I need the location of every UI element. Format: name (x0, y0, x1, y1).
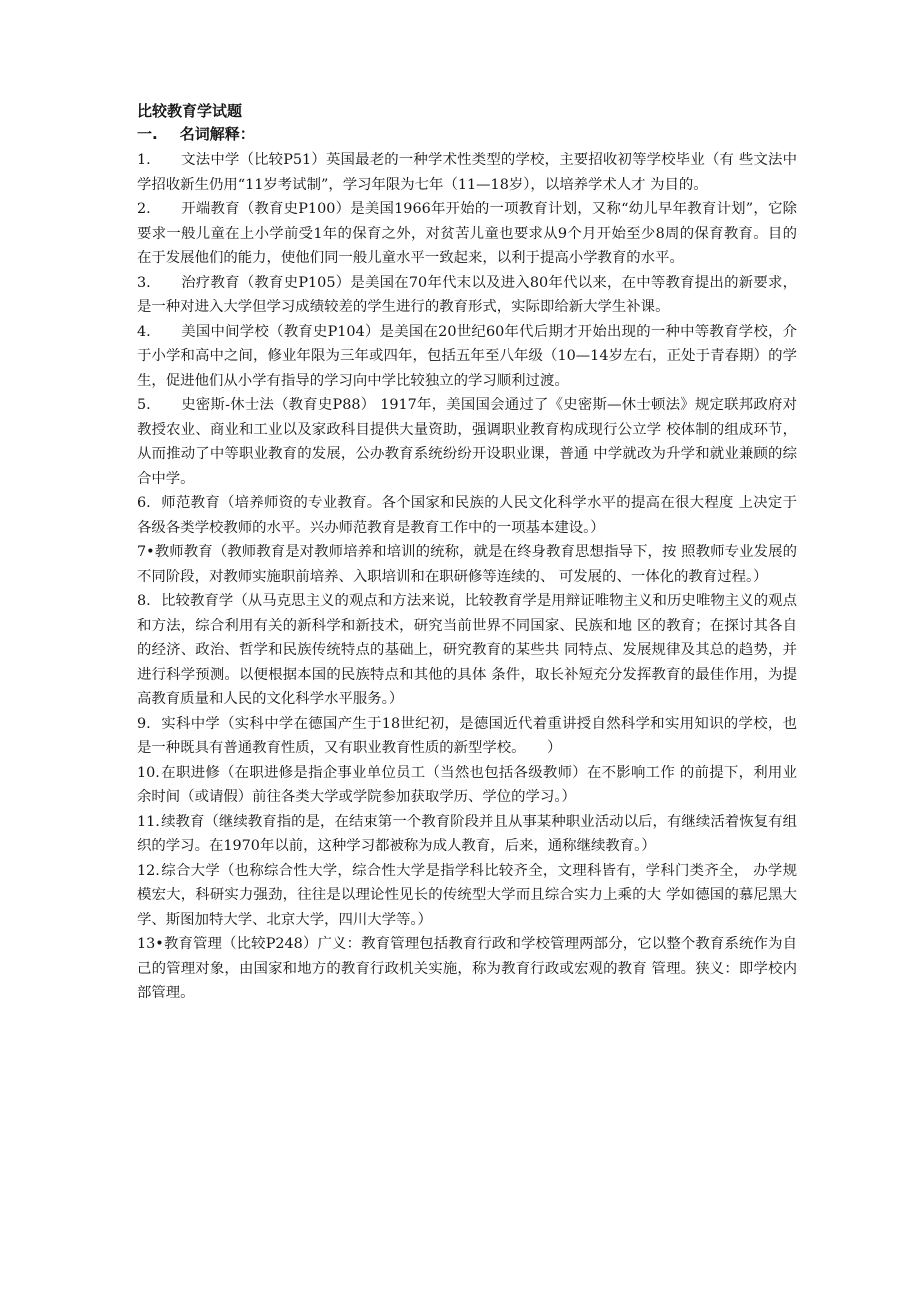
entry-text: 比较教育学（从马克思主义的观点和方法来说，比较教育学是用辩证唯物主义和历史唯物主义的观点和方法，综合利用有关的新科学和新技术，研究当前世界不同国家、民族和地 区的教育；在探讨其各自的经济、政治、哲学和民族传统特点的基础上，研究教育的某些共 同特点、发展规律及其总的趋势，并进行科学预测。以便根据本国的民族特点和其他的具体 条件，取长补短充分发挥教育的最佳作用，为提高教育质量和人民的文化科学水平服务。） (137, 593, 797, 707)
section-label: 名词解释： (179, 125, 255, 143)
entry-text: 师范教育（培养师资的专业教育。各个国家和民族的人民文化科学水平的提高在很大程度 上决定于各级各类学校教师的水平。兴办师范教育是教育工作中的一项基本建设。） (137, 495, 797, 536)
entry-4 (137, 320, 797, 394)
entry-13 (137, 932, 797, 1006)
document-title: 比较教育学试题 (137, 102, 243, 120)
section-number: 一. (137, 125, 158, 143)
entry-number: 5. (137, 397, 151, 413)
entry-number: 11. (137, 813, 160, 830)
entry-text: 续教育（继续教育指的是，在结束第一个教育阶段并且从事某种职业活动以后，有继续活着恢复有组织的学习。在1970年以前，这种学习都被称为成人教育，后来，通称继续教育。） (137, 813, 797, 854)
entry-text: 教育管理（比较P248）广义：教育管理包括教育行政和学校管理两部分，它以整个教育系统作为自己的管理对象，由国家和地方的教育行政机关实施，称为教育行政或宏观的教育 管理。狭义：即学校内部管理。 (137, 936, 797, 1001)
entry-text: 教师教育（教师教育是对教师培养和培训的统称，就是在终身教育思想指导下，按 照教师专业发展的不同阶段，对教师实施职前培养、入职培训和在职研修等连续的、 可发展的、一体化的教育过程。） (137, 544, 797, 585)
entry-11 (137, 810, 797, 859)
entry-text: 史密斯-休士法（教育史P88） 1917年，美国国会通过了《史密斯—休士顿法》规定联邦政府对教授农业、商业和工业以及家政科目提供大量资助，强调职业教育构成现行公立学 校体制的组成环节，从而推动了中等职业教育的发展，公办教育系统纷纷开设职业课，普通 中学就改为升学和就业兼顾的综合中学。 (137, 397, 797, 487)
entry-number: 6. (137, 495, 151, 511)
section-heading (137, 122, 797, 146)
entry-number: 3. (137, 274, 151, 291)
entry-1 (137, 148, 797, 197)
entry-5 (137, 393, 797, 491)
entry-text: 综合大学（也称综合性大学，综合性大学是指学科比较齐全，文理科皆有，学科门类齐全， 办学规模宏大，科研实力强劲，往往是以理论性见长的传统型大学而且综合实力上乘的大 学如德国的慕尼黑大学、斯图加特大学、北京大学，四川大学等。） (137, 862, 797, 928)
entry-number: 12. (137, 862, 160, 879)
entry-number: 1. (137, 152, 151, 168)
entry-3 (137, 271, 797, 320)
entry-12 (137, 859, 797, 933)
entry-7 (137, 540, 797, 589)
entry-9 (137, 712, 797, 761)
entry-number: 2. (137, 201, 151, 217)
entry-2 (137, 197, 797, 271)
entry-number: 7• (137, 544, 155, 560)
entry-6 (137, 491, 797, 540)
entry-text: 在职进修（在职进修是指企事业单位员工（当然也包括各级教师）在不影响工作 的前提下，利用业余时间（或请假）前往各类大学或学院参加获取学历、学位的学习。） (137, 764, 797, 805)
entry-number: 9. (137, 715, 151, 732)
entry-number: 8. (137, 593, 151, 609)
entry-text: 美国中间学校（教育史P104）是美国在20世纪60年代后期才开始出现的一种中等教育学校，介于小学和高中之间，修业年限为三年或四年，包括五年至八年级（10—14岁左右，正处于青春期）的学生，促进他们从小学有指导的学习向中学比较独立的学习顺利过渡。 (137, 323, 797, 389)
entry-text: 开端教育（教育史P100）是美国1966年开始的一项教育计划，又称“幼儿早年教育计划”，它除要求一般儿童在上小学前受1年的保育之外，对贫苦儿童也要求从9个月开始至少8周的保育教育。目的在于发展他们的能力，使他们同一般儿童水平一致起来，以利于提高小学教育的水平。 (137, 201, 797, 266)
entry-8 (137, 589, 797, 712)
entry-number: 10. (137, 764, 160, 781)
entry-text: 治疗教育（教育史P105）是美国在70年代末以及进入80年代以来，在中等教育提出的新要求，是一种对进入大学但学习成绩较差的学生进行的教育形式，实际即给新大学生补课。 (137, 274, 797, 315)
entry-number: 13• (137, 936, 164, 952)
entry-number: 4. (137, 323, 151, 340)
entry-10 (137, 761, 797, 810)
document-page (137, 100, 797, 1006)
entry-text: 实科中学（实科中学在德国产生于18世纪初，是德国近代着重讲授自然科学和实用知识的学校，也是一种既具有普通教育性质，又有职业教育性质的新型学校。 ） (137, 715, 797, 756)
entry-text: 文法中学（比较P51）英国最老的一种学术性类型的学校，主要招收初等学校毕业（有 些文法中学招收新生仍用“11岁考试制”，学习年限为七年（11—18岁），以培养学术人才 为目的。 (137, 152, 797, 193)
